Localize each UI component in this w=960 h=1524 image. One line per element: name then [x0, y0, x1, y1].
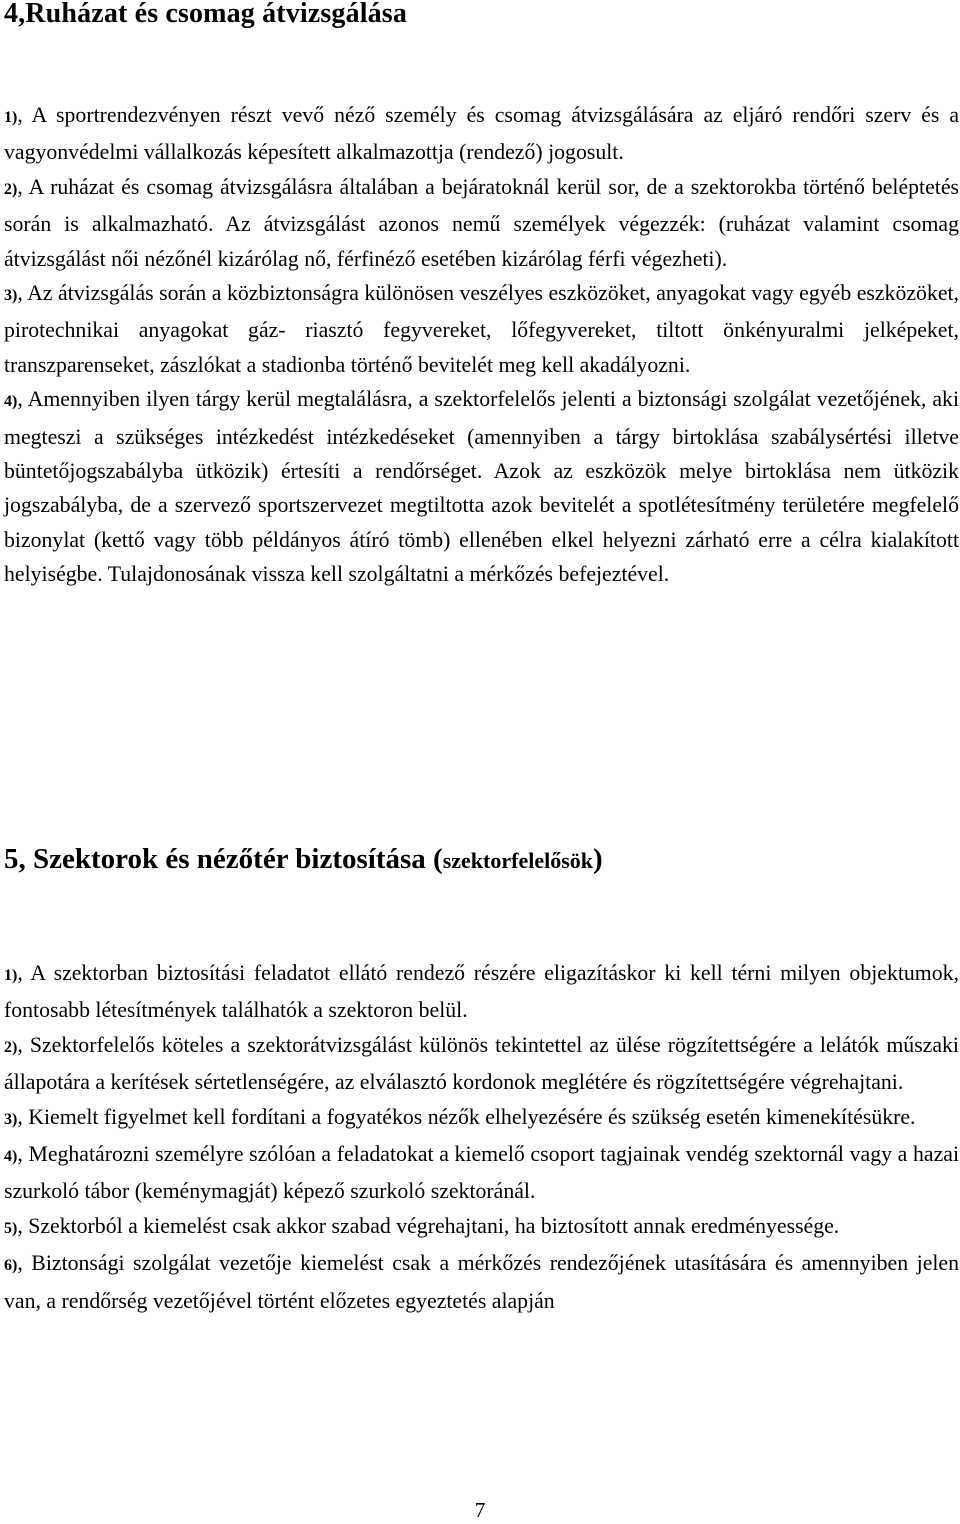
item-number: 1)	[4, 967, 18, 984]
heading-small: szektorfelelősök	[442, 848, 593, 873]
page-number: 7	[474, 1498, 486, 1522]
paragraph-3	[4, 281, 959, 377]
paragraph-2	[4, 1033, 959, 1094]
paragraph-4	[4, 387, 959, 586]
item-number: 4)	[4, 393, 18, 411]
section-4-body	[4, 98, 959, 592]
paragraph-text: , Kiemelt figyelmet kell fordítani a fogyatékos nézők elhelyezésére és szükség esetén kimenekítésükre.	[17, 1104, 916, 1129]
paragraph-text: , A szektorban biztosítási feladatot ellátó rendező részére eligazításkor ki kell térni milyen objektumok, fontosabb létesítmények találhatók a szektoron belül.	[4, 961, 959, 1023]
paragraph-text: , Amennyiben ilyen tárgy kerül megtalálásra, a szektorfelelős jelenti a biztonsági szolgálat vezetőjének, aki megteszi a szükséges intézkedést intézkedéseket (amennyiben a tárgy birtoklása szabálysértési illetve büntetőjogszabályba ütközik) értesíti a rendőrséget. Azok az eszközök melye birtoklása nem ütközik jogszabályba, de a szervező sportszervezet megtiltotta azok bevitelét a spotlétesítmény területére megfelelő bizonylat (kettő vagy több példányos átíró tömb) ellenében elkel helyezni zárható erre a célra kialakított helyiségbe. Tulajdonosának vissza kell szolgáltatni a mérkőzés befejeztével.	[4, 387, 959, 587]
item-number: 5)	[4, 1219, 18, 1237]
section-5-body	[4, 956, 959, 1318]
section-5-heading	[4, 840, 603, 880]
paragraph-text: , Szektorfelelős köteles a szektorátvizsgálást különös tekintettel az ülése rögzítettségére a lelátók műszaki állapotára a kerítések sértetlenségére, az elválasztó kordonok meglétére és rögzítettségére végrehajtani.	[4, 1032, 959, 1095]
paragraph-text: , A ruházat és csomag átvizsgálásra általában a bejáratoknál kerül sor, de a szektorokba történő beléptetés során is alkalmazható. Az átvizsgálást azonos nemű személyek végezzék: (ruházat valamint csomag átvizsgálást női nézőnél kizárólag nő, férfinéző esetében kizárólag férfi végezheti).	[4, 174, 959, 271]
paragraph-text: , Biztonsági szolgálat vezetője kiemelést csak a mérkőzés rendezőjének utasítására és amennyiben jelen van, a rendőrség vezetőjével történt előzetes egyeztetés alapján	[4, 1251, 959, 1313]
paragraph-1	[4, 961, 959, 1022]
paragraph-6	[4, 1251, 959, 1312]
item-number: 4)	[4, 1148, 18, 1166]
item-number: 1)	[4, 109, 18, 126]
section-4-heading: 4,Ruházat és csomag átvizsgálása	[4, 0, 407, 29]
heading-main: 5, Szektorok és nézőtér biztosítása (	[4, 843, 443, 875]
paragraph-4	[4, 1142, 959, 1203]
paragraph-1	[4, 103, 959, 164]
item-number: 3)	[4, 1110, 18, 1128]
paragraph-text: , Meghatározni személyre szólóan a feladatokat a kiemelő csoport tagjainak vendég szektornál vagy a hazai szurkoló tábor (keménymagját) képező szurkoló szektoránál.	[4, 1142, 959, 1204]
item-number: 2)	[4, 180, 18, 198]
paragraph-text: , Az átvizsgálás során a közbiztonságra különösen veszélyes eszközöket, anyagokat vagy egyéb eszközöket, pirotechnikai anyagokat gáz- riasztó fegyvereket, lőfegyvereket, tiltott önkényuralmi jelképeket, transzparenseket, zászlókat a stadionba történő bevitelét meg kell akadályozni.	[4, 281, 959, 377]
paragraph-3	[4, 1105, 916, 1129]
item-number: 3)	[4, 287, 18, 305]
paragraph-text: , A sportrendezvényen részt vevő néző személy és csomag átvizsgálására az eljáró rendőri szerv és a vagyonvédelmi vállalkozás képesített alkalmazottja (rendező) jogosult.	[4, 103, 959, 165]
paragraph-text: , Szektorból a kiemelést csak akkor szabad végrehajtani, ha biztosított annak eredményessége.	[17, 1213, 840, 1238]
item-number: 2)	[4, 1038, 18, 1056]
item-number: 6)	[4, 1257, 18, 1275]
paragraph-2	[4, 175, 959, 271]
heading-close: )	[593, 843, 603, 875]
paragraph-5	[4, 1214, 839, 1238]
